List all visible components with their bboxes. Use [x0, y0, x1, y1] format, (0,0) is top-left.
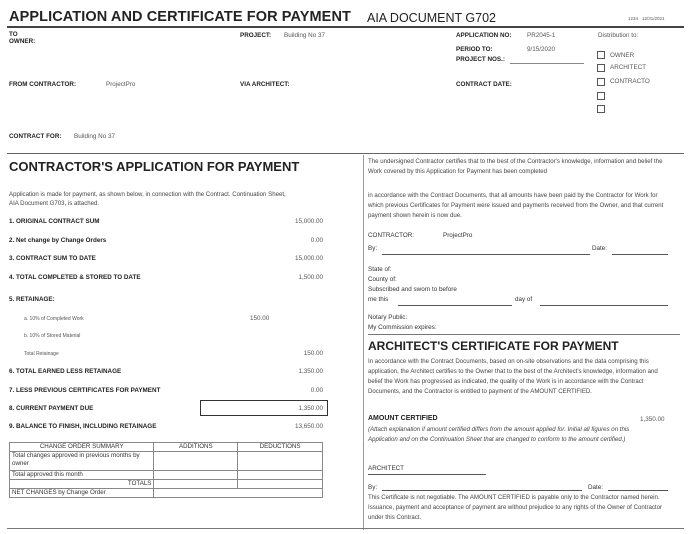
- contractor-signature-label: CONTRACTOR:: [368, 232, 415, 239]
- line-2-label: 2. Net change by Change Orders: [9, 237, 107, 244]
- document-code: AIA DOCUMENT G702: [367, 11, 496, 25]
- architect-certificate-heading: ARCHITECT'S CERTIFICATE FOR PAYMENT: [368, 339, 619, 353]
- amount-certified-value: 1,350.00: [640, 416, 665, 423]
- from-contractor-label: FROM CONTRACTOR:: [9, 81, 77, 88]
- line-8-label: 8. CURRENT PAYMENT DUE: [9, 405, 94, 412]
- period-to-value: 9/15/2020: [527, 46, 556, 53]
- project-nos-line: [510, 63, 584, 64]
- co-net-changes-label: NET CHANGES by Change Order: [10, 489, 154, 498]
- architect-checkbox[interactable]: [597, 64, 605, 72]
- header-rule: [7, 26, 684, 28]
- change-order-table: [9, 442, 323, 498]
- line-9-value: 13,650.00: [294, 423, 323, 430]
- co-totals-deductions: [238, 480, 323, 489]
- state-label: State of:: [368, 266, 392, 273]
- application-intro: Application is made for payment, as shown below, in connection with the Contract. Continuation Sheet, AIA Document G703, is attached.: [9, 191, 286, 207]
- by-label: By:: [368, 245, 378, 252]
- date-line[interactable]: [612, 254, 668, 255]
- line-1-label: 1. ORIGINAL CONTRACT SUM: [9, 218, 100, 225]
- line-6-value: 1,350.00: [298, 368, 323, 375]
- co-row-previous-deductions: [238, 452, 323, 471]
- extra-checkbox-1[interactable]: [597, 92, 605, 100]
- co-totals-label: TOTALS: [10, 480, 154, 489]
- total-retainage-value: 150.00: [303, 350, 323, 357]
- certify-paragraph-1: The undersigned Contractor certifies that to the best of the Contractor's knowledge, information and belief the Work covered by this Application for Payment has been completed: [368, 158, 663, 175]
- final-paragraph: This Certificate is not negotiable. The AMOUNT CERTIFIED is payable only to the Contractor named herein. Issuance, payment and acceptance of payment are without prejudice to any rights of the Owner of Contractor under this Contract.: [368, 494, 663, 521]
- architect-line[interactable]: [368, 474, 486, 475]
- co-net-changes-value: [154, 489, 323, 498]
- retainage-a-value: 150.00: [250, 315, 270, 322]
- amount-certified-note: (Attach explanation if amount certified differs from the amount applied for. Initial all figures on this Application and on the Continuation Sheet that are changed to conform to the amount certified.): [368, 426, 630, 443]
- column-divider: [363, 155, 364, 530]
- application-no-value: PR2045-1: [527, 32, 556, 39]
- by2-signature-line[interactable]: [382, 490, 582, 491]
- line-7-value: 0.00: [310, 387, 323, 394]
- corner-code-2: 12/31/2021: [642, 16, 665, 21]
- line-6-label: 6. TOTAL EARNED LESS RETAINAGE: [9, 368, 122, 375]
- distribution-contractor: CONTRACTO: [610, 78, 650, 85]
- contract-for-label: CONTRACT FOR:: [9, 133, 62, 140]
- co-header-deductions: DEDUCTIONS: [238, 443, 323, 452]
- subscribed-label: Subscribed and sworn to before: [368, 286, 457, 293]
- by2-label: By:: [368, 484, 378, 491]
- contractor-application-heading: CONTRACTOR'S APPLICATION FOR PAYMENT: [9, 159, 300, 174]
- line-9-label: 9. BALANCE TO FINISH, INCLUDING RETAINAGE: [9, 423, 157, 430]
- owner-checkbox[interactable]: [597, 51, 605, 59]
- distribution-owner: OWNER: [610, 52, 635, 59]
- date2-label: Date:: [588, 484, 604, 491]
- county-label: County of:: [368, 276, 397, 283]
- architect-section-rule: [368, 334, 680, 335]
- contractor-checkbox[interactable]: [597, 78, 605, 86]
- by-signature-line[interactable]: [382, 254, 590, 255]
- owner-label: OWNER:: [9, 38, 36, 45]
- architect-paragraph: In accordance with the Contract Documents, based on on-site observations and the data comprising this application, the Architect certifies to the Owner that to the best of the Architect's knowledge, information and belief the Work has progressed as indicated, the quality of the Work is in accordance with the Contract Documents, and the Contractor is entitled to payment of the AMOUNT CERTIFIED.: [368, 358, 658, 395]
- co-header-summary: CHANGE ORDER SUMMARY: [10, 443, 154, 452]
- co-header-additions: ADDITIONS: [154, 443, 238, 452]
- co-row-previous-additions: [154, 452, 238, 471]
- co-row-this-month: Total approved this month: [10, 471, 154, 480]
- line-3-value: 15,000.00: [294, 255, 323, 262]
- line-4-label: 4. TOTAL COMPLETED & STORED TO DATE: [9, 274, 141, 281]
- extra-checkbox-2[interactable]: [597, 105, 605, 113]
- day-of-label: day of: [515, 296, 533, 303]
- to-label: TO: [9, 31, 18, 38]
- co-row-previous: Total changes approved in previous months by owner: [10, 452, 154, 471]
- date-label: Date:: [592, 245, 608, 252]
- notary-label: Notary Public:: [368, 314, 408, 321]
- retainage-b-label: b. 10% of Stored Material: [24, 333, 81, 339]
- corner-code-1: 1234: [628, 16, 639, 21]
- day-of-line[interactable]: [540, 305, 668, 306]
- date2-line[interactable]: [608, 490, 668, 491]
- line-8-value: 1,350.00: [298, 405, 323, 412]
- project-label: PROJECT:: [240, 32, 272, 39]
- line-1-value: 15,000.00: [294, 218, 323, 225]
- certify-paragraph-2: in accordance with the Contract Documents, that all amounts have been paid by the Contractor for Work for which previous Certificates for Payment were issued and payments received from the Owner, and that current payment shown herein is now due.: [368, 192, 664, 219]
- distribution-label: Distribution to:: [598, 32, 639, 39]
- retainage-a-label: a. 10% of Completed Work: [24, 316, 84, 322]
- project-nos-label: PROJECT NOS.:: [456, 56, 505, 63]
- application-no-label: APPLICATION NO:: [456, 32, 512, 39]
- line-4-value: 1,500.00: [298, 274, 323, 281]
- line-3-label: 3. CONTRACT SUM TO DATE: [9, 255, 96, 262]
- contractor-signature-value: ProjectPro: [443, 232, 473, 239]
- document-title: APPLICATION AND CERTIFICATE FOR PAYMENT: [9, 9, 351, 25]
- line-2-value: 0.00: [310, 237, 323, 244]
- line-5-label: 5. RETAINAGE:: [9, 296, 55, 303]
- from-contractor-value: ProjectPro: [106, 81, 136, 88]
- via-architect-label: VIA ARCHITECT:: [240, 81, 290, 88]
- period-to-label: PERIOD TO:: [456, 46, 493, 53]
- co-row-this-month-additions: [154, 471, 238, 480]
- section-rule: [7, 153, 684, 154]
- distribution-architect: ARCHITECT: [610, 64, 647, 71]
- total-retainage-label: Total Retainage: [24, 351, 59, 357]
- amount-certified-label: AMOUNT CERTIFIED: [368, 415, 438, 422]
- co-row-this-month-deductions: [238, 471, 323, 480]
- project-value: Building No 37: [284, 32, 325, 39]
- me-this-line[interactable]: [398, 305, 512, 306]
- contract-for-value: Building No 37: [74, 133, 115, 140]
- co-totals-additions: [154, 480, 238, 489]
- architect-label: ARCHITECT: [368, 465, 405, 472]
- contract-date-label: CONTRACT DATE:: [456, 81, 512, 88]
- commission-label: My Commission expires:: [368, 324, 437, 331]
- line-7-label: 7. LESS PREVIOUS CERTIFICATES FOR PAYMENT: [9, 387, 161, 394]
- me-this-label: me this: [368, 296, 389, 303]
- bottom-rule: [7, 528, 684, 529]
